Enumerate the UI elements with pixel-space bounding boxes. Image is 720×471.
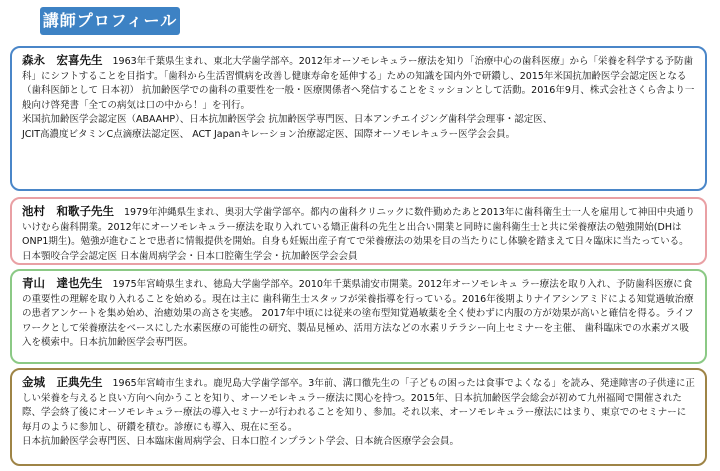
- page-title: 講師プロフィール: [40, 7, 180, 35]
- profile-name: 池村 和歌子先生: [22, 204, 114, 218]
- profile-bio-text: 1975年宮崎県生まれ、徳島大学歯学部卒。2010年千葉県浦安市開業。2012年オーソモレキュ ラー療法を取り入れ、予防歯科医療に食の重要性の理解を取り入れることを始める。現在は主に 歯科衛生士スタッフが栄養指導を行っている。2016年後期よりナイアシンアミドによる知覚過敏治療の患者アンケートを集め始め、治癒効果の高さを実感。 2017年中頃には従来の塗布型知覚過敏薬を全く使わずに内服の方が効果が高いと確信を得る。ライフワークとして栄養療法をベースにした水素医療の可能性の研究、製品見極め、活用方法などの水素リテラシー向上セミナーを主催、 歯科臨床での水素ガス吸入を模索中。日本抗加齢医学会専門医。: [22, 279, 694, 348]
- profile-bio: [22, 375, 695, 435]
- profile-card-kinjo: [10, 368, 707, 466]
- profile-name: 青山 達也先生: [22, 276, 103, 290]
- profile-bio-text: 1963年千葉県生まれ、東北大学歯学部卒。2012年オーソモレキュラー療法を知り「治療中心の歯科医療」から「栄養を科学する予防歯科」にシフトすることを目指す。「歯科から生活習慣病を改善し健康寿命を延伸する」ための知識を国内外で研鑽し、2015年米国抗加齢医学会認定医となる（歯科医師として 日本初） 抗加齢医学での歯科の重要性を一般・医療関係者へ発信することをミッションとして活動。2016年9月、株式会社さくら舎より一般向け啓発書「全ての病気は口の中から！」を刊行。: [22, 56, 695, 111]
- profile-card-aoyama: [10, 269, 707, 364]
- profile-bio: [22, 276, 695, 351]
- profile-name: 森永 宏喜先生: [22, 53, 103, 67]
- profile-credentials-line: 米国抗加齢医学会認定医（ABAAHP）、日本抗加齢医学会 抗加齢医学専門医、日本アンチエイジング歯科学会理事・認定医、: [22, 114, 553, 125]
- profile-name: 金城 正典先生: [22, 375, 103, 389]
- profile-card-ikemura: [10, 197, 707, 265]
- profile-credentials-line: JCIT高濃度ビタミンC点滴療法認定医、 ACT Japanキレーション治療認定医、国際オーソモレキュラー医学会会員。: [22, 128, 516, 140]
- profile-card-morinaga: [10, 46, 707, 191]
- profile-bio-text: 1979年沖縄県生まれ、奥羽大学歯学部卒。都内の歯科クリニックに数件勤めたあと2013年に歯科衛生士一人を雇用して神田中央通りいけむら歯科開業。2012年にオーソモレキュラー療法を取り入れている矯正歯科の先生と出合い開業と同時に歯科衛生士と共に栄養療法の勉強開始(DHはONP1期生)。勉強が進むことで患者に情報提供を開始。自身も妊娠出産子育てで栄養療法の効果を目の当たりにし体験を踏まえて日々臨床に当たっている。: [22, 207, 695, 247]
- profile-bio-text: 1965年宮崎市生まれ。鹿児島大学歯学部卒。3年前、溝口徹先生の「子どもの困ったは食事でよくなる」を読み、発達障害の子供達に正しい栄養を与えると良い方向へ向かうことを知り、オーソモレキュラー療法に関心を持つ。2015年、日本抗加齢医学会総会が初めて九州福岡で開催された際、学会終了後にオーソモレキュラー療法の導入セミナーが行われることを知り、参加。それ以来、オーソモレキュラー療法にはまり、東京でのセミナーに毎月のように参加し、研鑽を積む。診療にも導入、現在に至る。: [22, 378, 695, 433]
- profile-bio: [22, 204, 695, 250]
- profile-bio: [22, 53, 695, 113]
- profile-credentials-line: 日本顎咬合学会認定医 日本歯周病学会・日本口腔衛生学会・抗加齢医学会会員: [22, 250, 358, 262]
- profile-credentials-line: 日本抗加齢医学会専門医、日本臨床歯周病学会、日本口腔インプラント学会、日本統合医療学会会員。: [22, 436, 460, 447]
